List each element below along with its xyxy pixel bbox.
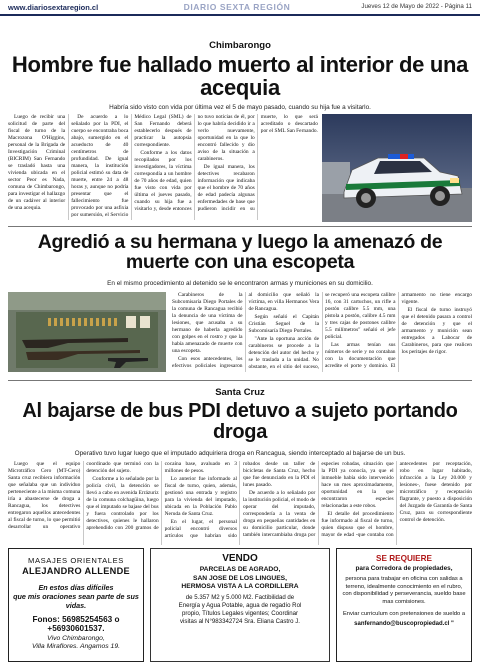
ad-parcelas-title: VENDO [222, 553, 258, 564]
story2-paragraph: "Ante la oportuna acción de carabineros se procede a la detención del autor del hecho y se le traslada a la unidad. No obstante, en el sitio del suceso, se recuperó una escopeta calibre 16, con 31 cartuchos, un rifle a postón calibre 5.5 mm, una pistola a postón, calibre 4.5 mm y tres cajas de postones calibre 5.5 milímetros" señaló el jefe policial. [248, 292, 396, 371]
masthead [0, 0, 480, 16]
story-separator [8, 226, 472, 227]
site-url[interactable]: www.diariosextaregion.cl [8, 3, 99, 12]
ad-parcelas [150, 548, 330, 662]
story1-subhead: Habría sido visto con vida por última vez el 5 de mayo pasado, cuando su hija fue a visitarlo. [109, 104, 371, 111]
ad-corredora-title: SE REQUIERE [376, 554, 432, 563]
ad-masajes-address: Vivo Chimbarongo, [47, 635, 105, 642]
story2-paragraph: Las armas tenían sus números de serie y no contaban con la documentación que acredite el porte y dominio. El armamento no tiene encargo vigente. [325, 292, 472, 370]
story2-paragraph: El fiscal de turno instruyó que el detenido pasara a control de detención y que el armamento y munición sean entregados a Labocar de Carabineros, para que realicen los peritajes de rigor. [401, 307, 472, 356]
ad-parcelas-line: SAN JOSE DE LOS LINGUES, [192, 574, 287, 582]
story3-paragraph: Luego que el equipo Microtráfico Cero (MT-Cero) Santa cruz recibiera información que señalaba que un individuo perteneciente a la misma comuna iría a abastecerse de droga a Rancagua, los detectives entregaron aquellos antecedentes al fiscal de turno, lo que permitió desarrollar un operativo coordinado que terminó con la detención del sujeto. [8, 461, 159, 531]
story2-paragraph: Carabineros de la Subcomisaría Diego Portales de la comuna de Rancagua recibió la denuncia de una víctima de lesiones, que acusaba a su hermano de haberla agredido con golpes en el rostro y que la había amenazado de muerte con una escopeta. [172, 292, 243, 355]
story2-paragraph: Según señaló el Capitán Cristián Seguel de la Subcomisaría Diego Portales. [248, 314, 319, 335]
ad-masajes [8, 548, 144, 662]
ad-parcelas-detail: Energía y Agua Potable, agua de regadío Rol [178, 602, 302, 610]
story1-headline: Hombre fue hallado muerto al interior de una acequia [11, 52, 469, 101]
seized-weapons-photo [8, 292, 166, 372]
ad-parcelas-detail: propio, Títulos Legales vigentes; Coordinar [181, 610, 299, 618]
story1-paragraph: De acuerdo a lo señalado por la PDI, el cuerpo se encontraba boca abajo, sumergido en el acueducto de 40 centímetros de profundidad. De igual manera, la institución policial estimó su data de muerte, entre 24 a 48 horas y, aunque no podría presentar que el fallecimiento fue provocado por una asfixia por sumersión, el Servicio Médico Legal (SML) de San Fernando deberá establecerlo después de practicar la autopsia correspondiente. [71, 114, 192, 219]
story2-headline: Agredió a su hermana y luego la amenazó de muerte con una escopeta [37, 231, 443, 274]
story3-headline: Al bajarse de bus PDI detuvo a sujeto portando droga [22, 400, 458, 443]
ad-corredora-email[interactable]: sanfernando@buscopropiedad.cl " [354, 621, 454, 628]
ad-parcelas-detail: visitas al N°983342724 Sra. Eliana Castro J. [180, 618, 300, 626]
story3-paragraph: El detalle del procedimiento fue informado al fiscal de turno, quien dispuso que el hombre, mayor de edad -que contaba con antecedentes por receptación, robo en lugar habitado, infracción a la Ley 20.000 y lesiones-, fuese detenido por microtráfico y receptación flagrante, y puesto a disposición del Juzgado de Garantía de Santa Cruz, para su correspondiente control de detención. [321, 461, 472, 539]
ad-parcelas-line: PARCELAS DE AGRADO, [199, 566, 281, 573]
newspaper-name: DIARIO SEXTA REGIÓN [183, 2, 291, 12]
story2-paragraph: Con esos antecedentes, los efectivos policiales ingresaron al domicilio que señaló la víctima, en villa Hermanos Vera de Rancagua. [172, 292, 319, 370]
story1-body [8, 114, 318, 220]
ad-corredora-text: Enviar curriculum con pretensiones de sueldo a [342, 610, 466, 617]
police-vehicle-photo [322, 114, 472, 222]
story3-paragraph: Conforme a lo señalado por la policía civil, la detención se llevó a cabo en avenida Errázuriz de la comuna colchagüina, luego que el imputado se bajase del bus y fuera controlado por los detectives, quienes le hallaron aprehendido con 200 gramos de cocaína base, avaluado en 3 millones de pesos. [86, 461, 237, 532]
story3-kicker: Santa Cruz [215, 387, 265, 398]
ad-masajes-name: ALEJANDRO ALLENDE [22, 566, 130, 576]
police-vehicle-illustration [322, 114, 472, 222]
story3-paragraph: De acuerdo a lo señalado por la institución policial, el modo de operar del imputado, correspondería a la venta de droga en pequeñas cantidades en su domicilio particular, donde también intercambiaba droga por especies robadas, situación que la PDI ya conocía, ya que el inmueble había sido intervenido hace un mes aproximadamente, oportunidad en la que encontraron especies relacionadas a este robos. [242, 461, 394, 539]
story3-paragraph: En el lugar, el personal policial encontró diversos artículos que habrían sido robados desde un taller de bicicletas de Santa Cruz, hecho que fue denunciado en la PDI el lunes pasado. [164, 461, 316, 540]
ad-corredora-subtitle: para Corredora de propiedades, [355, 565, 453, 572]
ad-masajes-phones: Fonos: 56985254563 o +56930601537. [32, 615, 120, 633]
story3-paragraph: Lo anterior fue informado al fiscal de turno, quien, además, gestionó una entrada y registro para la vivienda del imputado, ubicada en la Población Pablo Neruda de Santa Cruz. [164, 476, 237, 518]
seized-weapons-illustration [8, 292, 166, 372]
ad-corredora-text: persona para trabajar en oficina con salidas a terreno, idealmente conocimiento en el rubro, con disponibilidad y perseverancia, sueldo base mas comisiones. [342, 576, 466, 605]
date-page: Jueves 12 de Mayo de 2022 - Página 11 [361, 3, 472, 10]
ad-masajes-line: En estos días difíciles [38, 583, 114, 592]
story-separator [8, 380, 472, 381]
story3-subhead: Operativo tuvo lugar luego que el imputado adquiriera droga en Rancagua, siendo interceptado al bajarse de un bus. [74, 450, 406, 457]
story2-subhead: En el mismo procedimiento al detenido se le encontraron armas y municiones en su domicilio. [107, 280, 373, 287]
ad-masajes-address: Villa Miraflores. Angamos 19. [31, 643, 121, 651]
ad-corredora [336, 548, 472, 662]
story1-paragraph: De igual manera, los detectives recabaron información que indicaba que el hombre de 70 años de edad padecía algunas enfermedades de base que pudieron incidir en su muerte, lo que será acreditado o descartado por el SML San Fernando. [197, 114, 318, 213]
ad-masajes-line: que mis oraciones sean parte de sus vidas. [13, 592, 139, 610]
story1-kicker: Chimbarongo [209, 40, 271, 51]
story2-body [172, 292, 472, 372]
ad-parcelas-detail: de 5.357 M2 y 5.000 M2. Factibilidad de [185, 594, 295, 602]
story3-body [8, 461, 472, 545]
story1-paragraph: Conforme a los datos recopilados por los investigadores, la víctima correspondía a un hombre de 70 años de edad, quien fue visto con vida por última el jueves pasado, cuando su hija fue a visitarlo y, desde entonces no tuvo noticias de él, por lo que habría decidido ir a verlo nuevamente, oportunidad en la que lo encontró fallecido y dio aviso de la situación a carabineros. [134, 114, 255, 213]
masthead-rule [0, 14, 480, 16]
ad-parcelas-line: HERMOSA VISTA A LA CORDILLERA [181, 583, 299, 591]
story1-paragraph: Luego de recibir una solicitud de parte del fiscal de turno de la Macrozona O'Higgins, personal de la Brigada de Investigación Criminal (BICRIM) San Fernando se trasladó hasta una vivienda ubicada en el sector Peor es Nada, comuna de Chimbarongo, para investigar el hallazgo de un cadáver al interior de una acequia. [8, 114, 66, 212]
ad-masajes-title: MASAJES ORIENTALES [28, 556, 124, 565]
